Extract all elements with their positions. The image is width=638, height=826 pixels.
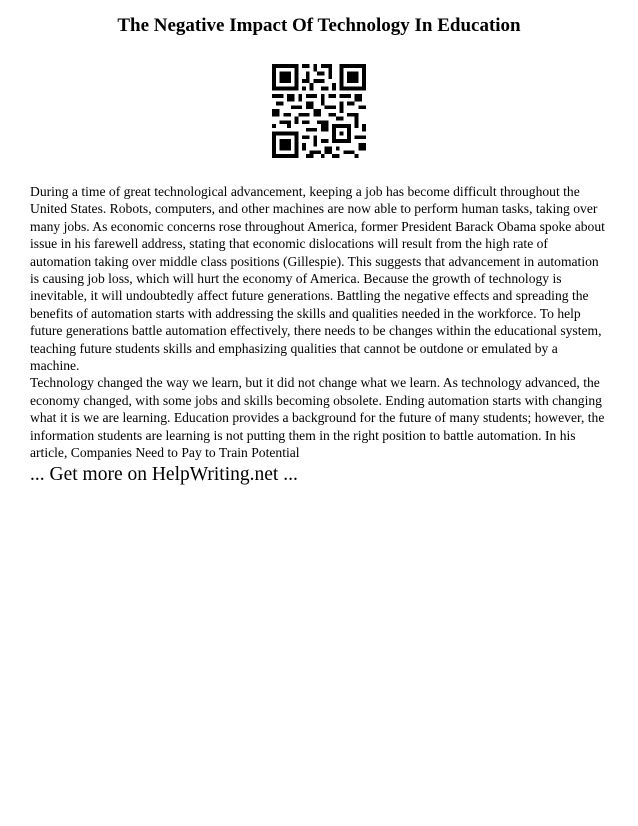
article-body: [30, 183, 610, 462]
qr-code-graphic: [272, 64, 366, 158]
article-paragraph-1: During a time of great technological advancement, keeping a job has become difficult throughout the United States. Robots, computers, and other machines are now able to perform human tasks, taking over many jobs. As economic concerns rose throughout America, former President Barack Obama spoke about issue in his farewell address, stating that economic dislocations will result from the high rate of automation taking over middle class positions (Gillespie). This suggests that advancement in automation is causing job loss, which will hurt the economy of America. Because the growth of technology is inevitable, it will undoubtedly affect future generations. Battling the negative effects and spreading the benefits of automation starts with addressing the skills and qualities needed in the workforce. To help future generations battle automation effectively, there needs to be changes within the educational system, teaching future students skills and emphasizing qualities that cannot be outdone or emulated by a machine.: [30, 184, 605, 374]
article-paragraph-2: Technology changed the way we learn, but it did not change what we learn. As technology advanced, the economy changed, with some jobs and skills becoming obsolete. Ending automation starts with changing what it is we are learning. Education provides a background for the future of many students; however, the information students are learning is not putting them in the right position to battle automation. In his article, Companies Need to Pay to Train Potential: [30, 375, 605, 461]
get-more-link[interactable]: ... Get more on HelpWriting.net ...: [30, 464, 298, 485]
qr-code-icon: [272, 64, 366, 158]
page-title: The Negative Impact Of Technology In Education: [117, 15, 521, 36]
